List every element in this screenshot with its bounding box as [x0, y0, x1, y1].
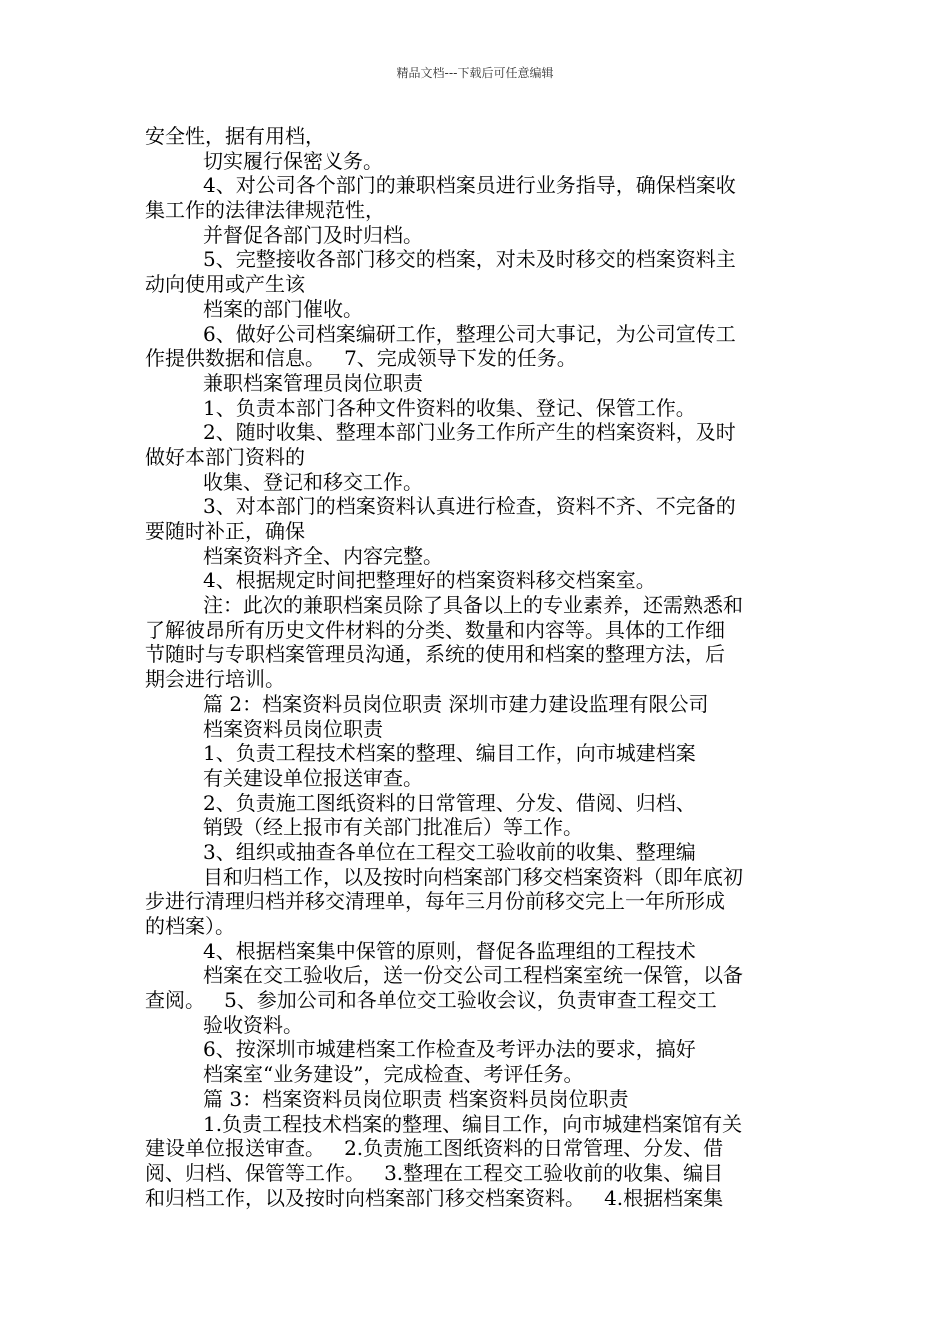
text-line: 安全性，据有用档，: [145, 124, 325, 148]
text-line: 了解彼昂所有历史文件材料的分类、数量和内容等。具体的工作细: [145, 617, 725, 642]
text-line: 动向使用或产生该: [145, 272, 305, 297]
text-line: 篇 3：档案资料员岗位职责 档案资料员岗位职责: [203, 1086, 629, 1111]
text-line: 1.负责工程技术档案的整理、编目工作，向市城建档案馆有关: [203, 1111, 743, 1136]
text-line: 目和归档工作，以及按时向档案部门移交档案资料（即年底初: [203, 864, 743, 889]
text-line: 期会进行培训。: [145, 667, 285, 692]
text-line: 验收资料。: [203, 1012, 303, 1037]
text-line: 的档案）。: [145, 914, 235, 938]
page-header: 精品文档---下载后可任意编辑: [396, 66, 554, 80]
text-line: 2、随时收集、整理本部门业务工作所产生的档案资料，及时: [203, 420, 736, 445]
text-line: 5、完整接收各部门移交的档案，对未及时移交的档案资料主: [203, 247, 736, 272]
text-line: 档案资料齐全、内容完整。: [203, 543, 443, 568]
text-line: 建设单位报送审查。 2.负责施工图纸资料的日常管理、分发、借: [145, 1136, 724, 1161]
text-line: 4、根据规定时间把整理好的档案资料移交档案室。: [203, 568, 656, 593]
text-line: 档案在交工验收后，送一份交公司工程档案室统一保管，以备: [203, 963, 743, 988]
text-line: 档案资料员岗位职责: [203, 716, 383, 741]
text-line: 3、对本部门的档案资料认真进行检查，资料不齐、不完备的: [203, 494, 736, 519]
text-line: 2、负责施工图纸资料的日常管理、分发、借阅、归档、: [203, 790, 696, 815]
text-line: 步进行清理归档并移交清理单，每年三月份前移交完上一年所形成: [145, 889, 725, 914]
text-line: 6、按深圳市城建档案工作检查及考评办法的要求，搞好: [203, 1037, 696, 1062]
text-line: 1、负责本部门各种文件资料的收集、登记、保管工作。: [203, 395, 696, 420]
document-body: [145, 124, 810, 1210]
text-line: 要随时补正，确保: [145, 519, 305, 543]
text-line: 兼职档案管理员岗位职责: [203, 370, 423, 395]
text-line: 收集、登记和移交工作。: [203, 469, 423, 494]
text-line: 查阅。 5、参加公司和各单位交工验收会议，负责审查工程交工: [145, 988, 717, 1013]
text-line: 做好本部门资料的: [145, 444, 305, 469]
text-line: 注：此次的兼职档案员除了具备以上的专业素养，还需熟悉和: [203, 593, 743, 618]
text-line: 6、做好公司档案编研工作，整理公司大事记，为公司宣传工: [203, 321, 736, 346]
text-line: 作提供数据和信息。 7、完成领导下发的任务。: [145, 346, 577, 371]
text-line: 档案的部门催收。: [203, 296, 363, 321]
text-line: 和归档工作，以及按时向档案部门移交档案资料。 4.根据档案集: [145, 1185, 724, 1210]
text-line: 1、负责工程技术档案的整理、编目工作，向市城建档案: [203, 741, 696, 766]
text-line: 节随时与专职档案管理员沟通，系统的使用和档案的整理方法，后: [145, 642, 725, 667]
text-line: 并督促各部门及时归档。: [203, 222, 423, 247]
text-line: 3、组织或抽查各单位在工程交工验收前的收集、整理编: [203, 839, 696, 864]
text-line: 档案室“业务建设”，完成检查、考评任务。: [203, 1062, 584, 1087]
text-line: 篇 2：档案资料员岗位职责 深圳市建力建设监理有限公司: [203, 691, 709, 716]
text-line: 销毁（经上报市有关部门批准后）等工作。: [203, 815, 583, 840]
text-line: 有关建设单位报送审查。: [203, 765, 423, 790]
text-line: 集工作的法律法律规范性，: [145, 198, 385, 223]
text-line: 4、根据档案集中保管的原则，督促各监理组的工程技术: [203, 938, 696, 963]
text-line: 4、对公司各个部门的兼职档案员进行业务指导，确保档案收: [203, 173, 736, 198]
text-line: 切实履行保密义务。: [203, 148, 383, 173]
text-line: 阅、归档、保管等工作。 3.整理在工程交工验收前的收集、编目: [145, 1160, 724, 1185]
